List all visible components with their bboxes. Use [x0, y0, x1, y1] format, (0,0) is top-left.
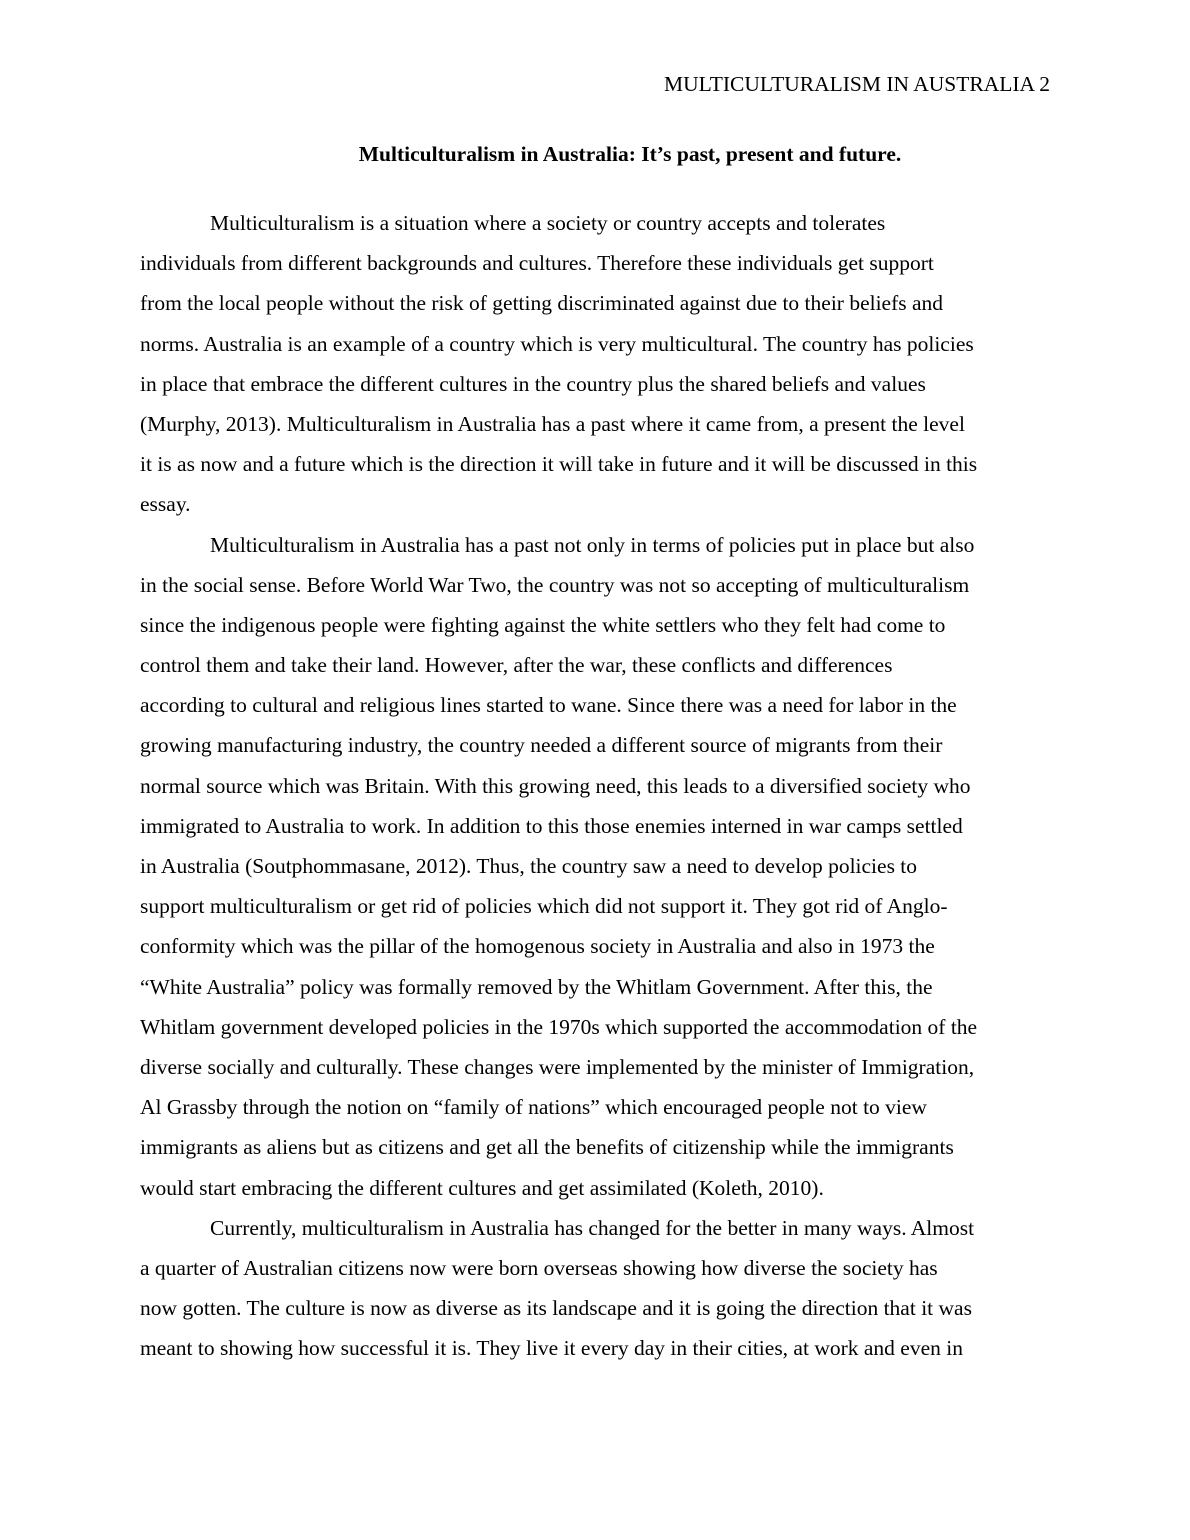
text-line: growing manufacturing industry, the country needed a different source of migrants from their [140, 733, 943, 758]
running-head: MULTICULTURALISM IN AUSTRALIA 2 [663, 72, 1050, 96]
text-line: from the local people without the risk of getting discriminated against due to their beliefs and [140, 291, 944, 316]
text-line: Whitlam government developed policies in the 1970s which supported the accommodation of the [140, 1014, 978, 1039]
text-line: norms. Australia is an example of a country which is very multicultural. The country has policies [140, 331, 974, 356]
text-line: in Australia (Soutphommasane, 2012). Thus, the country saw a need to develop policies to [140, 854, 918, 878]
text-line: now gotten. The culture is now as diverse as its landscape and it is going the direction that it was [140, 1296, 972, 1321]
text-line: Multiculturalism in Australia has a past not only in terms of policies put in place but also [210, 532, 975, 557]
text-line: “White Australia” policy was formally removed by the Whitlam Government. After this, the [140, 974, 933, 999]
text-line: individuals from different backgrounds and cultures. Therefore these individuals get support [140, 251, 934, 276]
text-line: conformity which was the pillar of the homogenous society in Australia and also in 1973 the [140, 934, 935, 959]
essay-body [140, 203, 1070, 1368]
text-line: control them and take their land. However, after the war, these conflicts and differences [140, 653, 893, 678]
text-line: diverse socially and culturally. These changes were implemented by the minister of Immigration, [140, 1054, 975, 1079]
text-line: meant to showing how successful it is. They live it every day in their cities, at work and even in [140, 1336, 963, 1361]
text-line: a quarter of Australian citizens now were born overseas showing how diverse the society has [140, 1255, 938, 1280]
text-line: since the indigenous people were fighting against the white settlers who they felt had come to [140, 612, 946, 637]
text-line: Al Grassby through the notion on “family of nations” which encouraged people not to view [140, 1095, 927, 1120]
text-line: Multiculturalism is a situation where a society or country accepts and tolerates [210, 211, 886, 235]
text-line: immigrated to Australia to work. In addition to this those enemies interned in war camps settled [140, 813, 963, 838]
essay-title: Multiculturalism in Australia: It’s past, present and future. [358, 142, 902, 166]
text-line: would start embracing the different cultures and get assimilated (Koleth, 2010). [140, 1175, 824, 1200]
text-line: according to cultural and religious lines started to wane. Since there was a need for labor in the [140, 693, 957, 718]
text-line: immigrants as aliens but as citizens and get all the benefits of citizenship while the immigrants [140, 1135, 954, 1160]
text-line: it is as now and a future which is the direction it will take in future and it will be discussed in this [140, 452, 978, 477]
text-line: essay. [140, 492, 191, 517]
text-line: support multiculturalism or get rid of policies which did not support it. They got rid of Anglo- [140, 894, 948, 919]
text-line: in place that embrace the different cultures in the country plus the shared beliefs and values [140, 371, 926, 396]
text-line: normal source which was Britain. With this growing need, this leads to a diversified society who [140, 773, 971, 798]
text-line: Currently, multiculturalism in Australia has changed for the better in many ways. Almost [210, 1215, 975, 1240]
text-line: in the social sense. Before World War Two, the country was not so accepting of multiculturalism [140, 572, 970, 597]
text-line: (Murphy, 2013). Multiculturalism in Australia has a past where it came from, a present the level [140, 411, 965, 436]
